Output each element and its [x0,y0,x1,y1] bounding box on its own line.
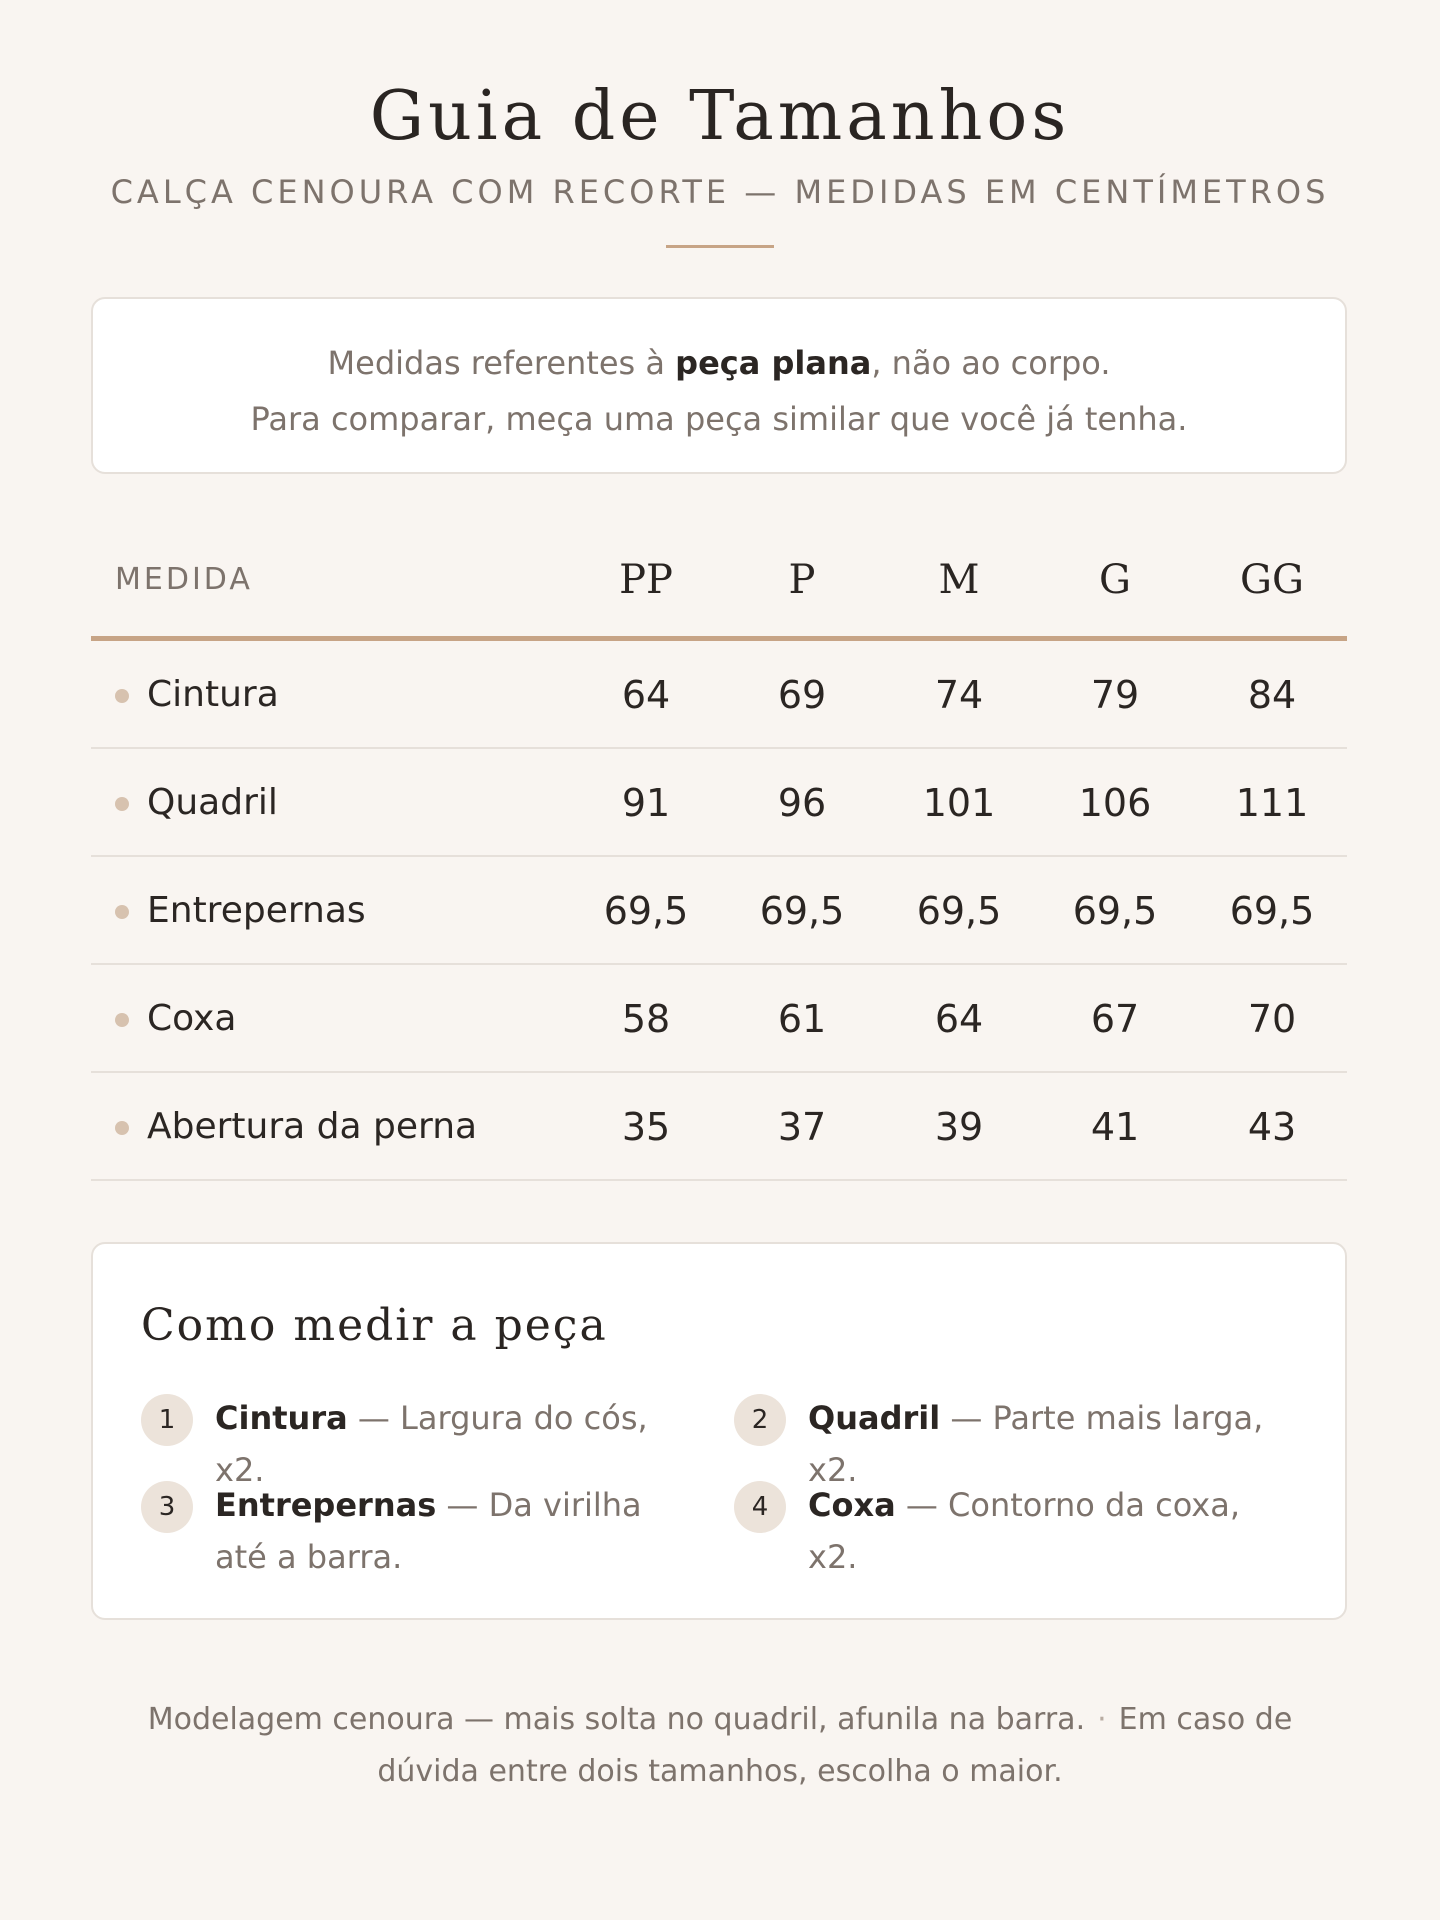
table-cell: 61 [777,997,827,1041]
bullet-dot-icon [115,1121,129,1135]
step-description: — Parte mais larga, x2. [808,1399,1264,1489]
row-label: Coxa [147,998,237,1039]
table-cell: 43 [1247,1105,1297,1149]
table-row [91,749,1347,857]
table-cell: 69,5 [759,889,845,933]
column-header-size-g: G [1099,557,1131,603]
table-cell: 69 [777,673,827,717]
bullet-dot-icon [115,689,129,703]
table-cell: 37 [777,1105,827,1149]
page-title: Guia de Tamanhos [369,77,1071,156]
row-label: Abertura da perna [147,1106,478,1147]
table-cell: 39 [934,1105,984,1149]
footer-fit-note: Modelagem cenoura — mais solta no quadril, afunila na barra. [147,1702,1086,1737]
column-header-size-p: P [788,557,816,603]
table-cell: 41 [1090,1105,1140,1149]
how-to-measure-card [91,1242,1347,1620]
note-line-1 [93,335,1345,391]
bullet-dot-icon [115,797,129,811]
step-text [808,1479,1288,1583]
table-cell: 64 [934,997,984,1041]
table-cell: 91 [621,781,671,825]
table-cell: 70 [1247,997,1297,1041]
table-cell: 69,5 [1072,889,1158,933]
title-divider [666,245,774,248]
footer-size-advice: Em caso de dúvida entre dois tamanhos, escolha o maior. [377,1702,1293,1789]
step-description: — Largura do cós, x2. [215,1399,648,1489]
table-row [91,965,1347,1073]
step-number-badge: 2 [734,1394,786,1446]
table-cell: 35 [621,1105,671,1149]
bullet-dot-icon [115,1013,129,1027]
step-name: Entrepernas [215,1486,437,1524]
column-header-size-pp: PP [619,557,673,603]
column-header-size-m: M [938,557,980,603]
table-row [91,641,1347,749]
table-cell: 69,5 [1229,889,1315,933]
table-cell: 69,5 [916,889,1002,933]
step-description: — Contorno da coxa, x2. [808,1486,1240,1576]
note-line-1-prefix: Medidas referentes à [327,344,676,382]
table-cell: 101 [922,781,996,825]
row-label: Quadril [147,782,278,823]
table-header [91,532,1347,641]
step-number-badge: 3 [141,1481,193,1533]
page-subtitle: CALÇA CENOURA COM RECORTE — MEDIDAS EM CENTÍMETROS [110,173,1330,211]
column-header-measure: MEDIDA [115,562,253,597]
table-cell: 58 [621,997,671,1041]
table-cell: 79 [1090,673,1140,717]
table-row [91,857,1347,965]
note-line-1-suffix: , não ao corpo. [871,344,1111,382]
column-header-size-gg: GG [1240,557,1304,603]
bullet-dot-icon [115,905,129,919]
step-name: Cintura [215,1399,348,1437]
step-description: — Da virilha até a barra. [215,1486,642,1576]
step-number-badge: 1 [141,1394,193,1446]
size-table [91,532,1347,1181]
table-cell: 67 [1090,997,1140,1041]
table-cell: 111 [1235,781,1309,825]
table-row [91,1073,1347,1181]
footer-separator: · [1097,1702,1107,1737]
step-name: Coxa [808,1486,896,1524]
note-line-1-emphasis: peça plana [675,344,872,382]
how-to-measure-title: Como medir a peça [141,1300,608,1351]
note-line-2: Para comparar, meça uma peça similar que você já tenha. [250,400,1188,438]
table-cell: 69,5 [603,889,689,933]
step-text [215,1479,695,1583]
table-cell: 74 [934,673,984,717]
table-cell: 106 [1078,781,1152,825]
footer-note [110,1694,1330,1798]
row-label: Cintura [147,674,279,715]
step-name: Quadril [808,1399,941,1437]
flat-measure-note [91,297,1347,474]
table-cell: 84 [1247,673,1297,717]
row-label: Entrepernas [147,890,366,931]
table-cell: 64 [621,673,671,717]
step-number-badge: 4 [734,1481,786,1533]
table-cell: 96 [777,781,827,825]
